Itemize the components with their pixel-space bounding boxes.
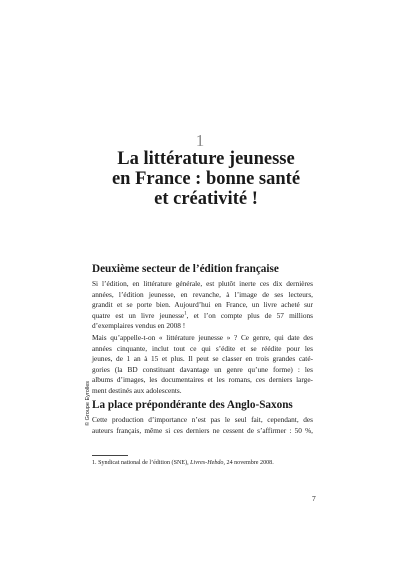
chapter-title-line: en France : bonne santé <box>111 169 301 189</box>
text-line: jeunes, de 1 an à 15 et plus. Il peut se classer en trois grandes caté- <box>92 354 313 363</box>
chapter-title <box>90 149 322 209</box>
footnote-source: Livres-Hebdo <box>190 460 224 466</box>
section-heading-1-block <box>92 262 313 276</box>
section-heading: Deuxième secteur de l’édition française <box>92 263 279 275</box>
footnote-text: , 24 novembre 2008. <box>223 460 274 466</box>
text-line: années, l’édition jeunesse, en revanche, à l’image de ses lecteurs, <box>92 289 313 299</box>
chapter-title-line: La littérature jeunesse <box>117 149 295 169</box>
paragraph-2 <box>92 333 313 396</box>
chapter-number: 1 <box>195 131 205 150</box>
footnote-reference[interactable]: 1 <box>184 311 187 317</box>
paragraph-3 <box>92 415 313 436</box>
footnote <box>92 459 322 467</box>
text-line <box>92 311 313 322</box>
footnote-divider <box>92 455 128 456</box>
text-line: gories (la BD constituant davantage un genre qu’une forme) : les <box>92 364 313 374</box>
footnote-text: 1. Syndicat national de l’édition (SNE), <box>92 460 191 466</box>
text-fragment: , et l’on compte plus de 57 millions <box>186 310 313 320</box>
text-line: grandit et se porte bien. Aujourd’hui en France, un livre acheté sur <box>92 300 313 309</box>
text-line: Si l’édition, en littérature générale, est plutôt inerte ces dix dernières <box>92 279 313 288</box>
copyright-notice: © Groupe Eyrolles <box>85 380 91 426</box>
section-heading-2-block <box>92 398 313 412</box>
text-line: ment destinés aux adolescents. <box>92 385 182 395</box>
chapter-title-line: et créativité ! <box>154 189 258 209</box>
text-line: Mais qu’appelle-t-on « littérature jeunesse » ? Ce genre, qui date des <box>92 333 313 342</box>
text-line: albums d’images, les documentaires et les romans, ces derniers large- <box>92 375 313 384</box>
text-line: auteurs français, même si ces derniers ne cessent de s’affirmer : 50 %, <box>92 425 313 435</box>
text-line: Cette production d’importance n’est pas le seul fait, cependant, des <box>92 415 313 424</box>
text-fragment: quatre est un livre jeunesse <box>92 310 185 320</box>
text-line: d’exemplaires vendus en 2008 ! <box>92 321 186 330</box>
text-line: années cinquante, inclut tout ce qui s’édite et se réédite pour les <box>92 343 313 353</box>
page-number: 7 <box>312 494 316 503</box>
paragraph-1 <box>92 279 313 332</box>
section-heading: La place prépondérante des Anglo-Saxons <box>92 399 293 411</box>
